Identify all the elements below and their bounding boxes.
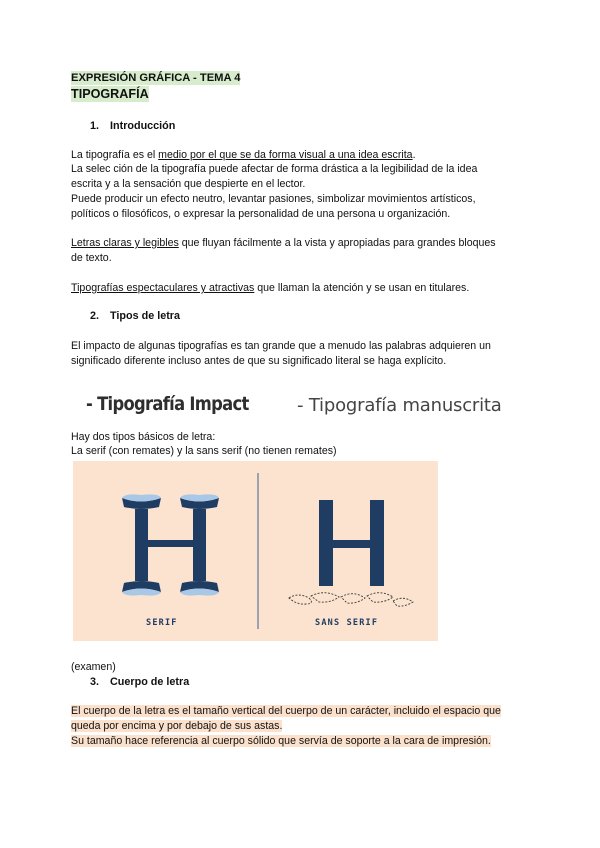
intro-paragraph-3-line-1: Puede producir un efecto neutro, levantar pasiones, simbolizar movimientos artísticos, bbox=[71, 193, 476, 205]
types-paragraph-2-line-1: Hay dos tipos básicos de letra: bbox=[71, 431, 216, 443]
types-paragraph-2-line-2: La serif (con remates) y la sans serif (no tienen remates) bbox=[71, 445, 337, 457]
underlined-definition: medio por el que se da forma visual a una idea escrita bbox=[158, 149, 413, 161]
serif-letter-h bbox=[122, 498, 219, 592]
body-paragraph-line-1 bbox=[71, 704, 501, 719]
body-paragraph-line-3 bbox=[71, 734, 491, 749]
highlighted-text: queda por encima y por debajo de sus astas. bbox=[71, 720, 283, 732]
sans-serif-letter-h bbox=[319, 500, 384, 586]
text-run: . bbox=[412, 149, 416, 161]
text-run: que fluyan fácilmente a la vista y apropiadas para grandes bloques bbox=[178, 237, 496, 249]
handwritten-typeface-sample: - Tipografía manuscrita bbox=[297, 395, 502, 416]
sans-serif-label: SANS SERIF bbox=[315, 618, 379, 628]
section-title: Tipos de letra bbox=[110, 310, 181, 322]
intro-paragraph-4-line-2: de texto. bbox=[71, 252, 112, 264]
text-run: La tipografía es el bbox=[71, 149, 159, 161]
section-heading-3 bbox=[90, 676, 189, 688]
section-number: 2. bbox=[90, 310, 100, 322]
body-paragraph-line-2 bbox=[71, 719, 282, 734]
impact-typeface-sample: - Tipografía Impact bbox=[86, 393, 249, 415]
section-number: 3. bbox=[90, 676, 100, 688]
intro-paragraph-5 bbox=[71, 281, 469, 296]
serif-comparison-illustration bbox=[73, 461, 438, 641]
intro-paragraph-3-line-2: políticos o filosóficos, o expresar la personalidad de una persona u organización. bbox=[71, 208, 451, 220]
exam-note: (examen) bbox=[71, 661, 116, 673]
serif-label: SERIF bbox=[146, 618, 178, 628]
underlined-term: Tipografías espectaculares y atractivas bbox=[71, 282, 255, 294]
course-header: EXPRESIÓN GRÁFICA - TEMA 4 bbox=[71, 72, 241, 84]
section-heading-2 bbox=[90, 310, 180, 322]
intro-paragraph-2-line-2: escrita y a la sensación que despierte en el lector. bbox=[71, 178, 306, 190]
types-paragraph-1-line-1: El impacto de algunas tipografías es tan grande que a menudo las palabras adquieren un bbox=[71, 340, 491, 352]
page-title: TIPOGRAFÍA bbox=[71, 87, 149, 101]
serif-sans-serif-figure bbox=[73, 461, 438, 641]
section-heading-1 bbox=[90, 120, 175, 132]
underlined-term: Letras claras y legibles bbox=[71, 237, 179, 249]
intro-paragraph-2-line-1: La selec ción de la tipografía puede afectar de forma drástica a la legibilidad de la idea bbox=[71, 163, 478, 175]
types-paragraph-1-line-2: significado diferente incluso antes de que su significado literal se haga explícito. bbox=[71, 355, 447, 367]
text-run: que llaman la atención y se usan en titulares. bbox=[254, 282, 470, 294]
intro-paragraph-1 bbox=[71, 148, 416, 163]
section-title: Cuerpo de letra bbox=[110, 676, 190, 688]
intro-paragraph-4-line-1 bbox=[71, 236, 496, 251]
highlighted-text: Su tamaño hace referencia al cuerpo sólido que servía de soporte a la cara de impresión. bbox=[71, 735, 491, 747]
sans-serif-missing-serifs bbox=[289, 593, 413, 606]
section-number: 1. bbox=[90, 120, 100, 132]
highlighted-text: El cuerpo de la letra es el tamaño vertical del cuerpo de un carácter, incluido el espacio que bbox=[71, 705, 501, 717]
section-title: Introducción bbox=[110, 120, 176, 132]
